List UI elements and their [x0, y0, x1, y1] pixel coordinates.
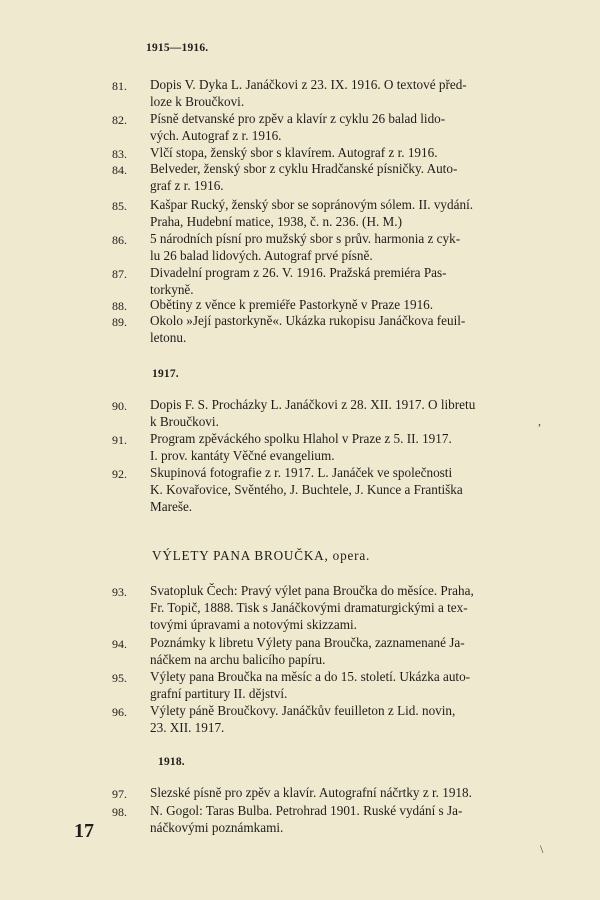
entry-text: Dopis F. S. Procházky L. Janáčkovi z 28. XII. 1917. O libretu k Broučkovi. — [150, 397, 476, 429]
stray-mark: \ — [540, 842, 544, 856]
entry-number: 86. — [112, 233, 127, 247]
entry-text: Písně detvanské pro zpěv a klavír z cyklu 26 balad lido- vých. Autograf z r. 1916. — [150, 111, 446, 143]
entry-text: Obětiny z věnce k premiéře Pastorkyně v Praze 1916. — [150, 297, 434, 312]
entry-number: 83. — [112, 147, 127, 161]
entry-number: 94. — [112, 637, 127, 651]
entry-text: Divadelní program z 26. V. 1916. Pražská premiéra Pas- torkyně. — [150, 265, 447, 297]
entry-number: 96. — [112, 705, 127, 719]
entry-number: 91. — [112, 433, 127, 447]
year-heading-1917: 1917. — [152, 368, 179, 380]
entry-text: Program zpěváckého spolku Hlahol v Praze z 5. II. 1917. I. prov. kantáty Věčné evangelium. — [150, 431, 452, 463]
entry-text: Okolo »Její pastorkyně«. Ukázka rukopisu Janáčkova feuil- letonu. — [150, 313, 466, 345]
entry-number: 81. — [112, 79, 127, 93]
entry-number: 98. — [112, 805, 127, 819]
entry-text: Výlety pana Broučka na měsíc a do 15. století. Ukázka auto- grafní partitury II. dějství. — [150, 669, 471, 701]
entry-text: N. Gogol: Taras Bulba. Petrohrad 1901. Ruské vydání s Ja- náčkovými poznámkami. — [150, 803, 463, 835]
entry-number: 97. — [112, 787, 127, 801]
entry-text: Dopis V. Dyka L. Janáčkovi z 23. IX. 1916. O textové před- loze k Broučkovi. — [150, 77, 467, 109]
entry-text: 5 národních písní pro mužský sbor s prův. harmonia z cyk- lu 26 balad lidových. Autograf prvé písně. — [150, 231, 461, 263]
year-heading-1918: 1918. — [158, 756, 185, 768]
year-heading-1915-1916: 1915—1916. — [146, 42, 209, 54]
entry-number: 95. — [112, 671, 127, 685]
entry-text: Kašpar Rucký, ženský sbor se sopránovým sólem. II. vydání. Praha, Hudební matice, 1938, č. n. 236. (H. M.) — [150, 197, 474, 229]
stray-mark: , — [538, 414, 541, 428]
entry-text: Výlety páně Broučkovy. Janáčkův feuilleton z Lid. novin, 23. XII. 1917. — [150, 703, 456, 735]
entry-number: 93. — [112, 585, 127, 599]
entry-number: 84. — [112, 163, 127, 177]
opera-section-title: VÝLETY PANA BROUČKA, opera. — [152, 548, 371, 563]
entry-text: Slezské písně pro zpěv a klavír. Autografní náčrtky z r. 1918. — [150, 785, 472, 800]
entry-number: 90. — [112, 399, 127, 413]
page-number: 17 — [74, 820, 94, 842]
entry-number: 89. — [112, 315, 127, 329]
entry-number: 82. — [112, 113, 127, 127]
entry-text: Skupinová fotografie z r. 1917. L. Janáček ve společnosti K. Kovařovice, Svěntého, J. Buchtele, J. Kunce a Františka Mareše. — [150, 465, 463, 514]
entry-text: Vlčí stopa, ženský sbor s klavírem. Autograf z r. 1916. — [150, 145, 438, 160]
entry-number: 88. — [112, 299, 127, 313]
entry-number: 87. — [112, 267, 127, 281]
entry-number: 85. — [112, 199, 127, 213]
entry-text: Poznámky k libretu Výlety pana Broučka, zaznamenané Ja- náčkem na archu balicího papíru. — [150, 635, 465, 667]
entry-text: Belveder, ženský sbor z cyklu Hradčanské písničky. Auto- graf z r. 1916. — [150, 161, 458, 193]
entry-number: 92. — [112, 467, 127, 481]
entry-text: Svatopluk Čech: Pravý výlet pana Broučka do měsíce. Praha, Fr. Topič, 1888. Tisk s Janáčkovými dramaturgickými a tex- tovými úpravami a notovými skizzami. — [150, 583, 474, 632]
